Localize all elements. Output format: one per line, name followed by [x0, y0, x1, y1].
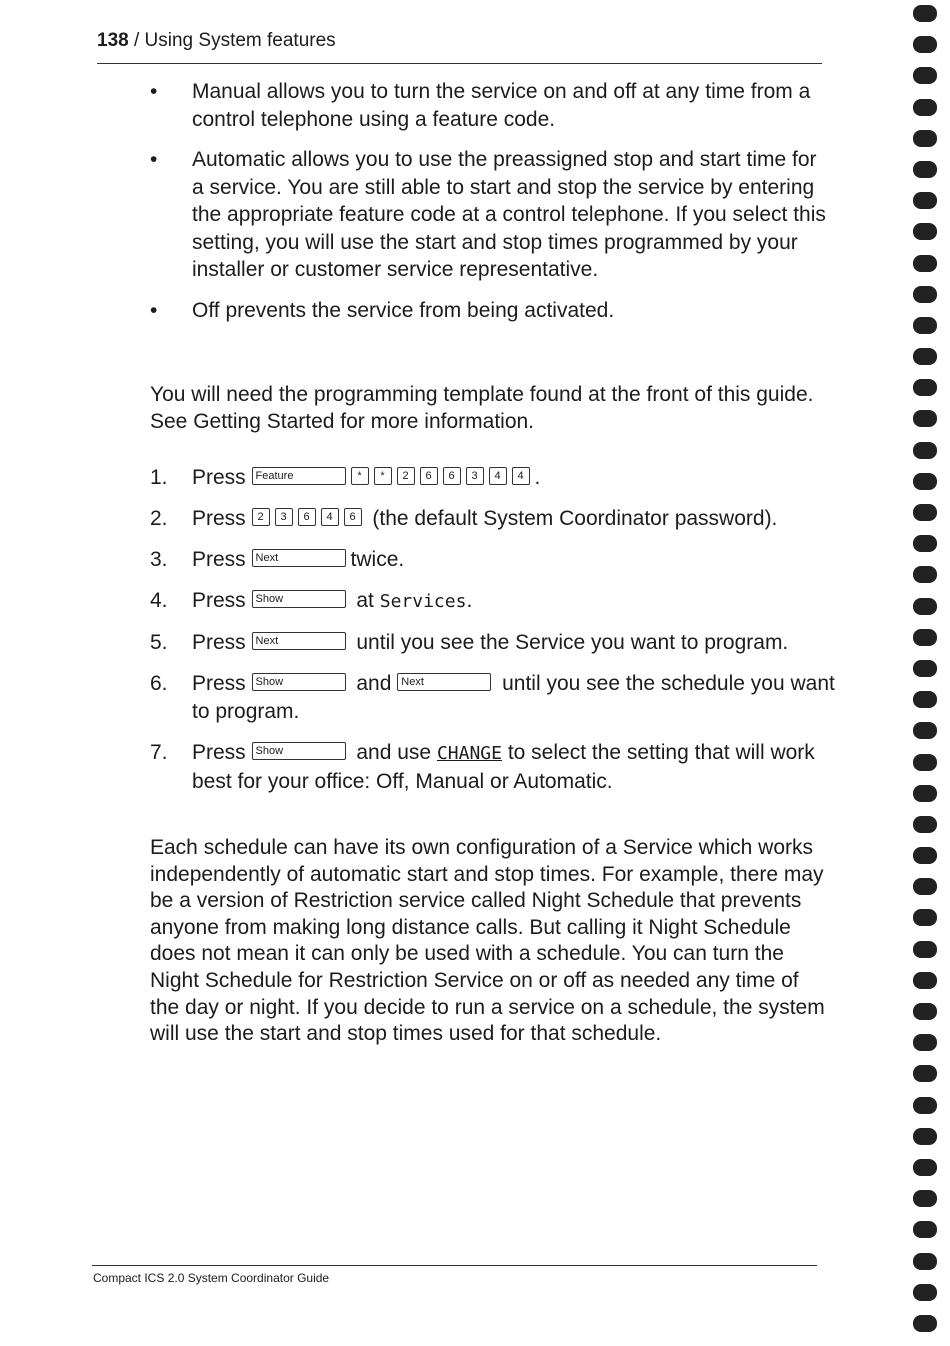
spiral-binding-ring-icon — [913, 192, 937, 209]
spiral-binding-ring-icon — [913, 1128, 937, 1145]
spiral-binding-ring-icon — [913, 161, 937, 178]
running-header — [97, 30, 336, 52]
next-key: Next — [397, 673, 491, 691]
spiral-binding-ring-icon — [913, 348, 937, 365]
spiral-binding-ring-icon — [913, 1097, 937, 1114]
bullet-icon: • — [150, 80, 158, 103]
intro-paragraph: You will need the programming template found at the front of this guide. See Getting Started for more information. — [150, 383, 814, 433]
footer-rule — [92, 1265, 817, 1266]
star-key: * — [374, 467, 392, 485]
step-number: 7. — [150, 741, 168, 764]
digit-key: 6 — [443, 467, 461, 485]
next-key: Next — [252, 549, 346, 567]
spiral-binding-ring-icon — [913, 36, 937, 53]
step-7 — [150, 739, 840, 796]
digit-key: 6 — [298, 508, 316, 526]
step-end: . — [466, 589, 473, 612]
spiral-binding-ring-icon — [913, 1284, 937, 1301]
step-4 — [150, 587, 840, 616]
step-end: . — [534, 466, 541, 489]
spiral-binding-ring-icon — [913, 972, 937, 989]
bullet-text: Automatic allows you to use the preassigned stop and start time for a service. You are still able to start and stop the service by entering the appropriate feature code at a control telephone. If you select this setting, you will use the start and stop times programmed by your installer or customer service representative. — [192, 148, 826, 281]
step-text: twice. — [350, 548, 405, 571]
step-press-text: Press — [192, 741, 246, 764]
header-rule — [97, 63, 822, 64]
display-prompt: CHANGE — [436, 743, 502, 764]
setting-options-list — [150, 78, 830, 337]
spiral-binding-ring-icon — [913, 754, 937, 771]
spiral-binding — [913, 5, 939, 1346]
spiral-binding-ring-icon — [913, 1190, 937, 1207]
spiral-binding-ring-icon — [913, 255, 937, 272]
page-number: 138 — [97, 30, 129, 51]
spiral-binding-ring-icon — [913, 909, 937, 926]
digit-key: 2 — [252, 508, 270, 526]
digit-key: 4 — [489, 467, 507, 485]
step-text: until you see the Service you want to program. — [356, 631, 789, 654]
closing-paragraph: Each schedule can have its own configuration of a Service which works independently of automatic start and stop times. For example, there may be a version of Restriction service called Night Schedule that prevents anyone from making long distance calls. But calling it Night Schedule does not mean it can only be used with a schedule. You can turn the Night Schedule for Restriction Service on or off as needed any time of the day or night. If you decide to run a service on a schedule, the system will use the start and stop times used for that schedule. — [150, 836, 825, 1046]
spiral-binding-ring-icon — [913, 99, 937, 116]
digit-key: 3 — [275, 508, 293, 526]
step-text: until you see the schedule you want to program. — [192, 672, 835, 723]
step-6 — [150, 670, 840, 726]
spiral-binding-ring-icon — [913, 598, 937, 615]
step-and: and — [356, 672, 392, 695]
spiral-binding-ring-icon — [913, 1159, 937, 1176]
spiral-binding-ring-icon — [913, 504, 937, 521]
digit-key: 3 — [466, 467, 484, 485]
digit-key: 6 — [344, 508, 362, 526]
spiral-binding-ring-icon — [913, 67, 937, 84]
show-key: Show — [252, 590, 346, 608]
next-key: Next — [252, 632, 346, 650]
list-item — [150, 297, 830, 325]
list-item — [150, 78, 830, 133]
step-2 — [150, 505, 840, 533]
step-press-text: Press — [192, 672, 246, 695]
step-text: at — [356, 589, 374, 612]
running-footer: Compact ICS 2.0 System Coordinator Guide — [93, 1271, 330, 1285]
spiral-binding-ring-icon — [913, 410, 937, 427]
spiral-binding-ring-icon — [913, 223, 937, 240]
bullet-text: Manual allows you to turn the service on and off at any time from a control telephone using a feature code. — [192, 80, 811, 131]
display-prompt: Services — [379, 591, 467, 612]
step-number: 6. — [150, 672, 168, 695]
step-number: 5. — [150, 631, 168, 654]
spiral-binding-ring-icon — [913, 1221, 937, 1238]
spiral-binding-ring-icon — [913, 566, 937, 583]
spiral-binding-ring-icon — [913, 847, 937, 864]
spiral-binding-ring-icon — [913, 1003, 937, 1020]
step-press-text: Press — [192, 466, 246, 489]
show-key: Show — [252, 673, 346, 691]
step-text: and use — [356, 741, 432, 764]
list-item — [150, 146, 830, 284]
step-number: 3. — [150, 548, 168, 571]
step-number: 4. — [150, 589, 168, 612]
step-3 — [150, 546, 840, 574]
spiral-binding-ring-icon — [913, 535, 937, 552]
feature-key: Feature — [252, 467, 346, 485]
spiral-binding-ring-icon — [913, 1315, 937, 1332]
spiral-binding-ring-icon — [913, 1065, 937, 1082]
spiral-binding-ring-icon — [913, 442, 937, 459]
step-text: to select the setting that will work best for your office: Off, Manual or Automatic. — [192, 741, 815, 793]
step-press-text: Press — [192, 507, 246, 530]
bullet-text: Off prevents the service from being activated. — [192, 298, 615, 322]
header-title: / Using System features — [128, 30, 336, 51]
step-press-text: Press — [192, 548, 246, 571]
spiral-binding-ring-icon — [913, 941, 937, 958]
spiral-binding-ring-icon — [913, 629, 937, 646]
procedure-steps — [150, 464, 840, 796]
spiral-binding-ring-icon — [913, 317, 937, 334]
step-1 — [150, 464, 840, 492]
spiral-binding-ring-icon — [913, 130, 937, 147]
step-press-text: Press — [192, 589, 246, 612]
step-text: (the default System Coordinator password). — [372, 507, 778, 530]
spiral-binding-ring-icon — [913, 785, 937, 802]
step-5 — [150, 629, 840, 657]
spiral-binding-ring-icon — [913, 722, 937, 739]
digit-key: 4 — [512, 467, 530, 485]
spiral-binding-ring-icon — [913, 691, 937, 708]
show-key: Show — [252, 742, 346, 760]
step-press-text: Press — [192, 631, 246, 654]
spiral-binding-ring-icon — [913, 5, 937, 22]
spiral-binding-ring-icon — [913, 878, 937, 895]
spiral-binding-ring-icon — [913, 473, 937, 490]
step-number: 2. — [150, 507, 168, 530]
bullet-icon: • — [150, 298, 158, 322]
bullet-icon: • — [150, 148, 158, 171]
spiral-binding-ring-icon — [913, 286, 937, 303]
spiral-binding-ring-icon — [913, 379, 937, 396]
digit-key: 6 — [420, 467, 438, 485]
spiral-binding-ring-icon — [913, 660, 937, 677]
step-number: 1. — [150, 466, 168, 489]
spiral-binding-ring-icon — [913, 1253, 937, 1270]
spiral-binding-ring-icon — [913, 1034, 937, 1051]
spiral-binding-ring-icon — [913, 816, 937, 833]
digit-key: 4 — [321, 508, 339, 526]
star-key: * — [351, 467, 369, 485]
digit-key: 2 — [397, 467, 415, 485]
